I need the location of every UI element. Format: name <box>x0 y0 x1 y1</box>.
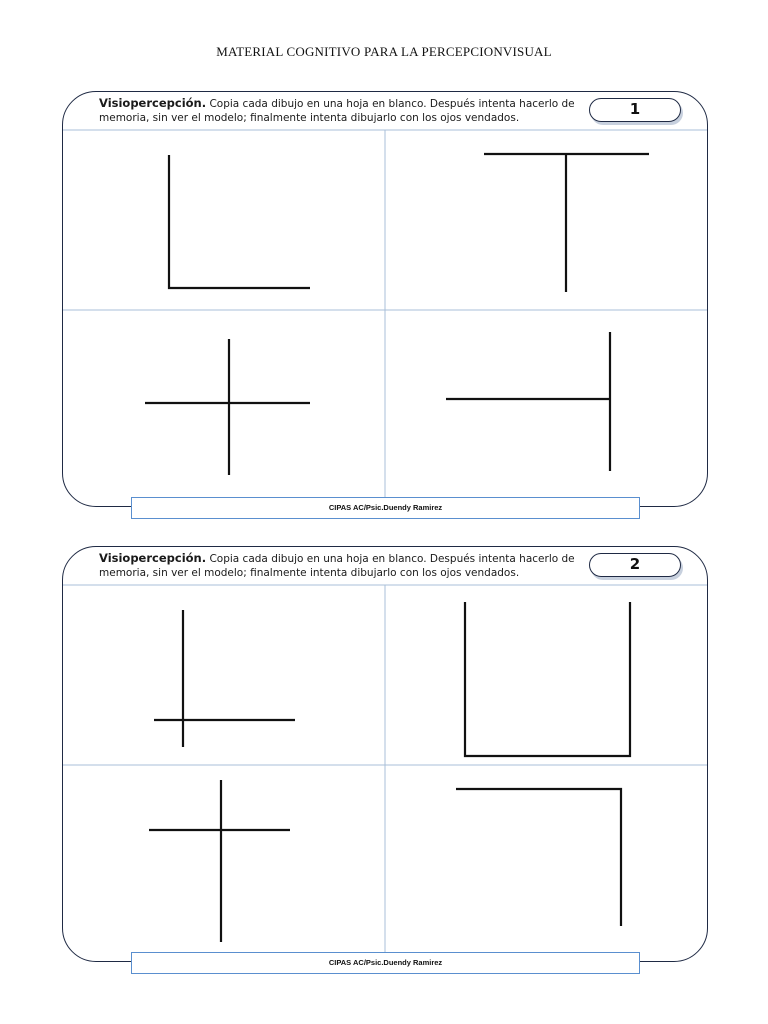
figure-high-cross <box>149 780 290 942</box>
exercise-card-2 <box>62 546 708 962</box>
card-instructions <box>99 552 589 580</box>
card-heading: Visiopercepción. <box>99 551 207 565</box>
card-footer: CIPAS AC/Psic.Duendy Ramirez <box>131 497 640 519</box>
figure-inverted-l-shape <box>456 789 621 926</box>
exercise-card-1 <box>62 91 708 507</box>
figure-t-shape <box>484 154 649 292</box>
card-heading: Visiopercepción. <box>99 96 207 110</box>
card-number-badge: 1 <box>589 98 681 122</box>
card-footer: CIPAS AC/Psic.Duendy Ramirez <box>131 952 640 974</box>
figure-u-shape <box>465 602 630 756</box>
figure-plus-shape <box>145 339 310 475</box>
card-grid <box>63 547 707 961</box>
figure-t-rotated-shape <box>446 332 610 471</box>
card-instruction-text: Copia cada dibujo en una hoja en blanco. Después intenta hacerlo de memoria, sin ver el modelo; finalmente intenta dibujarlo con los ojos vendados. <box>99 98 575 124</box>
card-instructions <box>99 97 589 125</box>
page-title: MATERIAL COGNITIVO PARA LA PERCEPCIONVISUAL <box>216 44 552 59</box>
figure-offset-cross <box>154 610 295 747</box>
figure-l-shape <box>169 155 310 288</box>
card-grid <box>63 92 707 506</box>
card-number-badge: 2 <box>589 553 681 577</box>
card-instruction-text: Copia cada dibujo en una hoja en blanco. Después intenta hacerlo de memoria, sin ver el modelo; finalmente intenta dibujarlo con los ojos vendados. <box>99 553 575 579</box>
